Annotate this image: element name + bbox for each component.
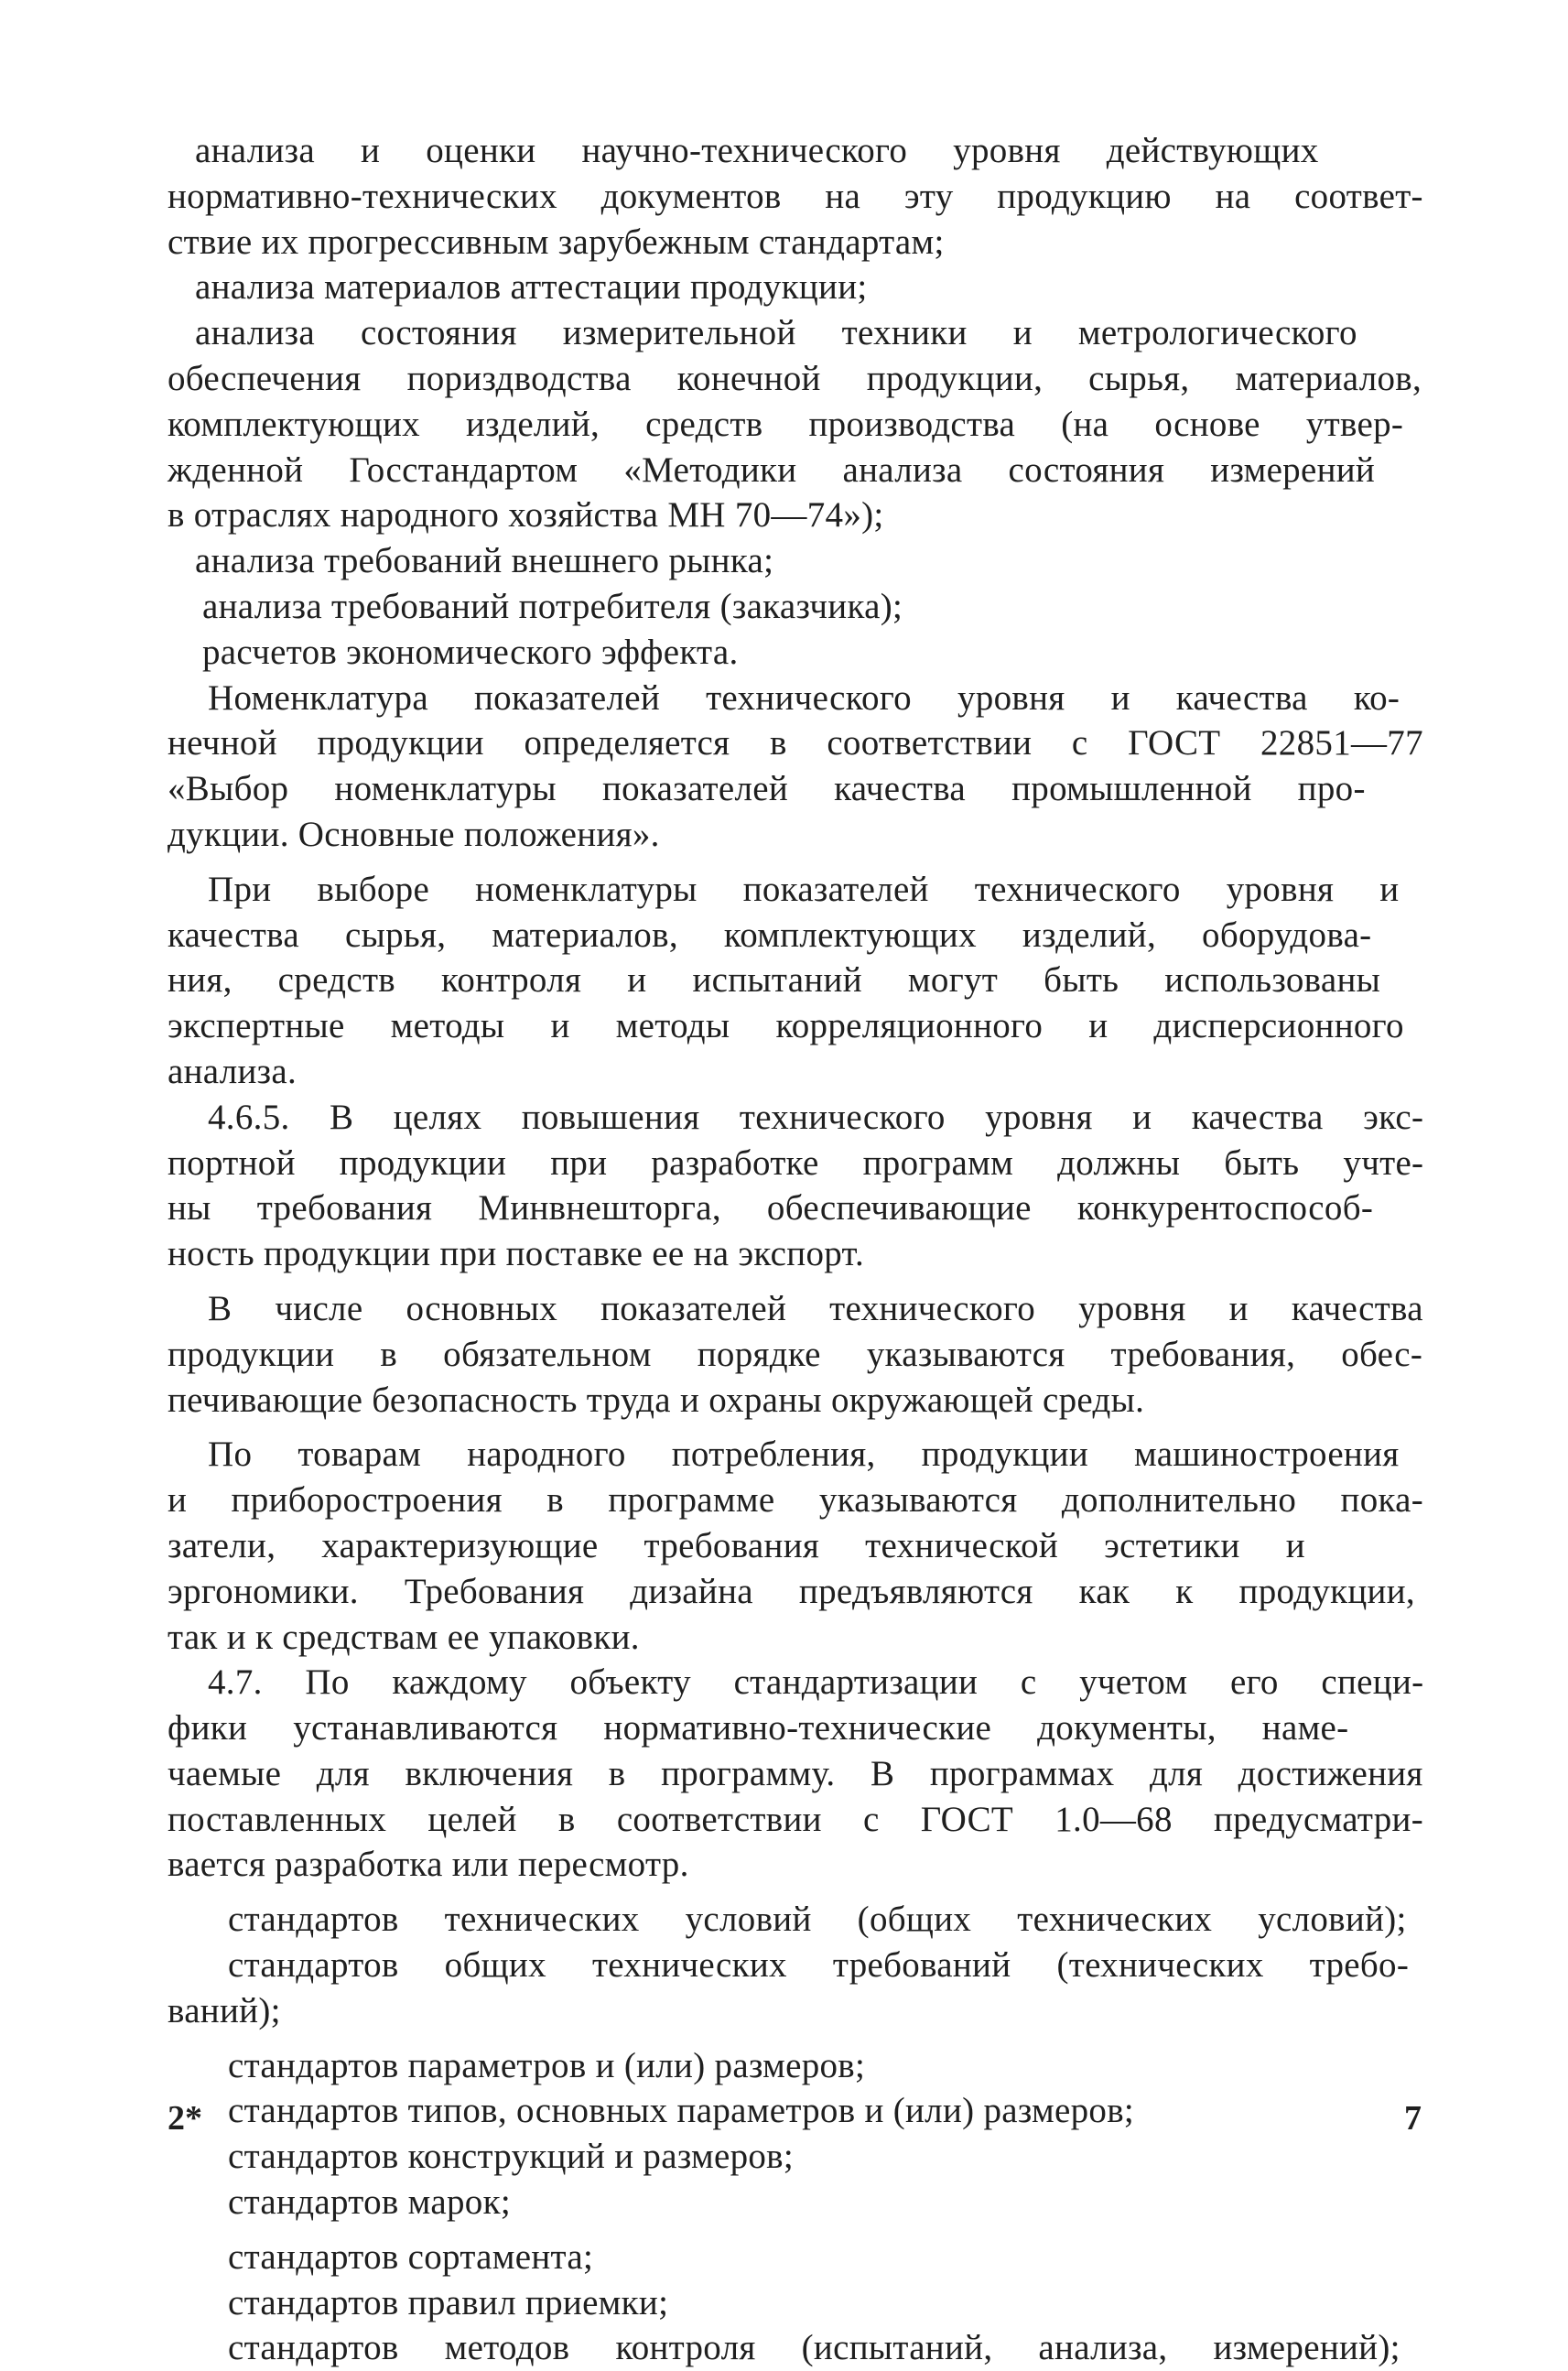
text-line: стандартов сортамента;	[228, 2236, 594, 2277]
text-line: вается разработка или пересмотр.	[168, 1845, 689, 1885]
text-line: ны требования Минвнешторга, обеспечивающие конкурентоспособ-	[168, 1188, 1374, 1229]
text-line: ния, средств контроля и испытаний могут быть использованы	[168, 960, 1381, 1001]
text-line: чаемые для включения в программу. В программах для достижения	[168, 1753, 1423, 1793]
text-line: стандартов правил приемки;	[228, 2282, 669, 2322]
text-line: Номенклатура показателей технического уровня и качества ко-	[208, 677, 1400, 718]
sheet-signature: 2*	[168, 2099, 202, 2138]
text-line: расчетов экономического эффекта.	[202, 632, 739, 672]
page-number: 7	[1404, 2099, 1422, 2138]
text-line: стандартов параметров и (или) размеров;	[228, 2045, 866, 2085]
text-line: стандартов марок;	[228, 2182, 511, 2223]
text-line: По товарам народного потребления, продукции машиностроения	[208, 1435, 1400, 1475]
text-line: анализа и оценки научно-технического уровня действующих	[195, 131, 1319, 170]
text-line: «Выбор номенклатуры показателей качества промышленной про-	[168, 769, 1366, 809]
text-line: и приборостроения в программе указываются дополнительно пока-	[168, 1480, 1424, 1521]
text-line: ность продукции при поставке ее на экспорт.	[168, 1234, 865, 1274]
text-line: затели, характеризующие требования технической эстетики и	[168, 1525, 1305, 1565]
text-line: стандартов конструкций и размеров;	[228, 2137, 795, 2177]
text-line: ваний);	[168, 1990, 281, 2030]
text-line: 4.7. По каждому объекту стандартизации с учетом его специ-	[208, 1662, 1424, 1703]
text-line: стандартов типов, основных параметров и (или) размеров;	[228, 2091, 1135, 2131]
text-line: экспертные методы и методы корреляционного и дисперсионного	[168, 1006, 1404, 1046]
text-line: стандартов методов контроля (испытаний, анализа, измерений);	[228, 2328, 1400, 2368]
text-line: жденной Госстандартом «Методики анализа состояния измерений	[168, 449, 1376, 490]
text-line: ствие их прогрессивным зарубежным стандартам;	[168, 222, 945, 262]
text-line: продукции в обязательном порядке указываются требования, обес-	[168, 1334, 1423, 1374]
text-line: В числе основных показателей технического уровня и качества	[208, 1288, 1423, 1328]
text-line: качества сырья, материалов, комплектующих изделий, оборудова-	[168, 915, 1372, 955]
text-line: анализа материалов аттестации продукции;	[195, 267, 868, 308]
text-line: нормативно-технических документов на эту продукцию на соответ-	[168, 176, 1423, 216]
text-line: 4.6.5. В целях повышения технического уровня и качества экс-	[208, 1097, 1424, 1137]
text-line: анализа требований внешнего рынка;	[195, 541, 774, 581]
text-line: дукции. Основные положения».	[168, 814, 660, 854]
text-line: анализа состояния измерительной техники и метрологического	[195, 313, 1357, 353]
text-line: портной продукции при разработке программ должны быть учте-	[168, 1142, 1424, 1183]
text-line: анализа требований потребителя (заказчика);	[202, 586, 903, 626]
text-line: в отраслях народного хозяйства МН 70—74»);	[168, 495, 884, 536]
body-text	[168, 128, 1423, 2371]
text-line: обеспечения пориздводства конечной продукции, сырья, материалов,	[168, 358, 1422, 398]
text-line: печивающие безопасность труда и охраны окружающей среды.	[168, 1380, 1145, 1420]
text-line: анализа.	[168, 1051, 297, 1091]
text-line: фики устанавливаются нормативно-технические документы, наме-	[168, 1708, 1349, 1748]
text-line: так и к средствам ее упаковки.	[168, 1617, 640, 1657]
text-line: эргономики. Требования дизайна предъявляются как к продукции,	[168, 1571, 1415, 1611]
text-line: поставленных целей в соответствии с ГОСТ 1.0—68 предусматри-	[168, 1799, 1423, 1839]
text-line: комплектующих изделий, средств производства (на основе утвер-	[168, 404, 1404, 444]
text-line: стандартов общих технических требований (технических требо-	[228, 1945, 1410, 1986]
text-line: нечной продукции определяется в соответствии с ГОСТ 22851—77	[168, 723, 1423, 763]
text-line: стандартов технических условий (общих технических условий);	[228, 1900, 1407, 1940]
text-line: При выборе номенклатуры показателей технического уровня и	[208, 869, 1400, 909]
